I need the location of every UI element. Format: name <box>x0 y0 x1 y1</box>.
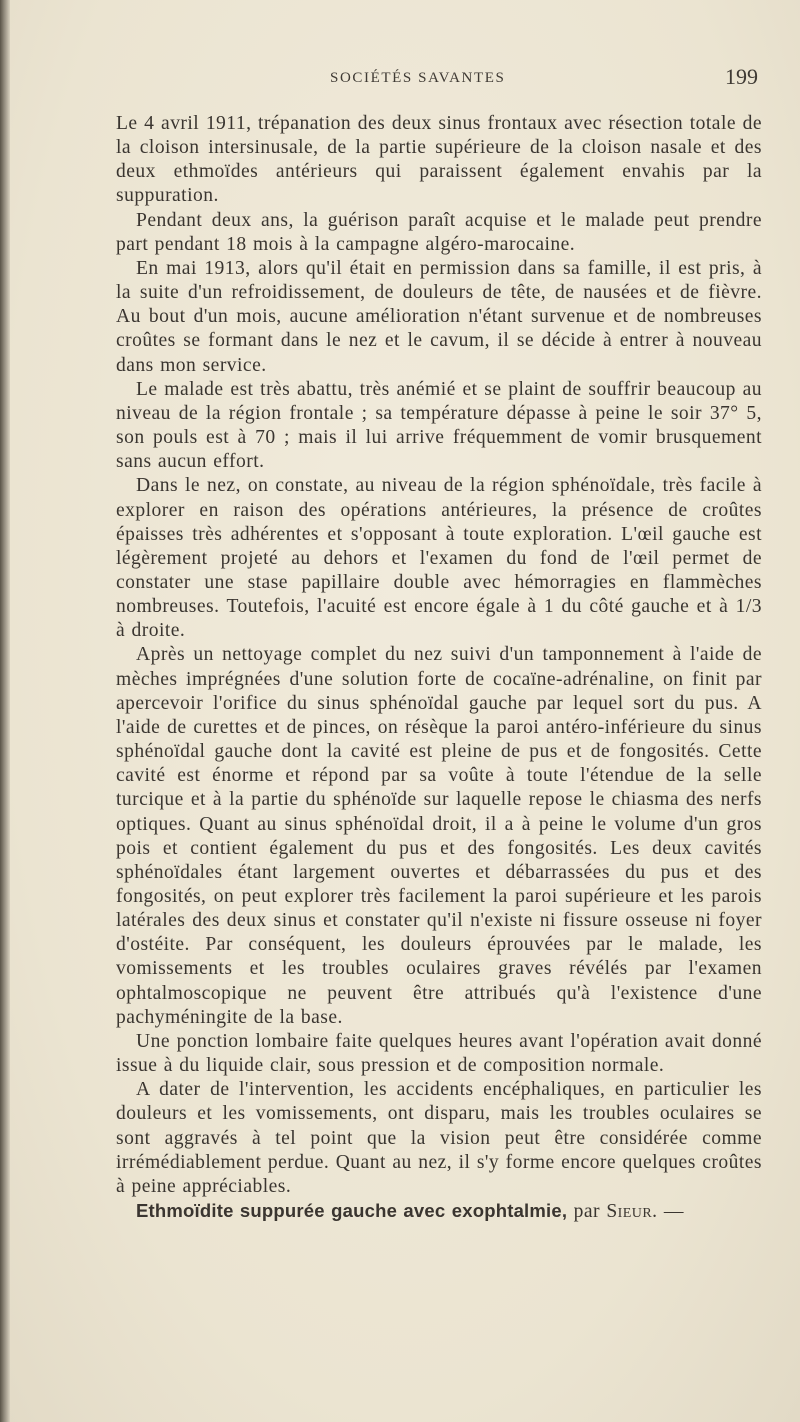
section-title: Ethmoïdite suppurée gauche avec exophtalmie, <box>136 1200 568 1222</box>
section-by: par <box>573 1201 600 1223</box>
running-head: SOCIÉTÉS SAVANTES <box>330 70 506 86</box>
paragraph: Le malade est très abattu, très anémié et se plaint de souffrir beaucoup au niveau de la région frontale ; sa température dépasse à peine le soir 37° 5, son pouls est à 70 ; mais il lui arrive fréquemment de vomir brusquement sans aucun effort. <box>116 378 762 473</box>
section-heading-line <box>116 1199 762 1224</box>
section-dash: — <box>663 1201 684 1223</box>
paragraph: Après un nettoyage complet du nez suivi d'un tamponnement à l'aide de mèches imprégnées d'une solution forte de cocaïne-adrénaline, on finit par apercevoir l'orifice du sinus sphénoïdal gauche par lequel sort du pus. A l'aide de curettes et de pinces, on résèque la paroi antéro-inférieure du sinus sphénoïdal gauche dont la cavité est pleine de pus et de fongosités. Cette cavité est énorme et répond par sa voûte à toute l'étendue de la selle turcique et à la partie du sphénoïde sur laquelle repose le chiasma des nerfs optiques. Quant au sinus sphénoïdal droit, il a à peine le volume d'un gros pois et contient également du pus et des fongosités. Les deux cavités sphénoïdales étant largement ouvertes et débarrassées du pus et des fongosités, on peut explorer très facilement la paroi supérieure et les parois latérales des deux sinus et constater qu'il n'existe ni fissure osseuse ni foyer d'ostéite. Par conséquent, les douleurs éprouvées par le malade, les vomissements et les troubles oculaires graves révélés par l'examen ophtalmoscopique ne peuvent être attribués qu'à l'existence d'une pachyméningite de la base. <box>116 644 762 1028</box>
paragraph: Pendant deux ans, la guérison paraît acquise et le malade peut prendre part pendant 18 mois à la campagne algéro-marocaine. <box>116 209 762 255</box>
paragraph: Dans le nez, on constate, au niveau de la région sphénoïdale, très facile à explorer en raison des opérations antérieures, la présence de croûtes épaisses très adhérentes et s'opposant à toute exploration. L'œil gauche est légèrement projeté au dehors et l'examen du fond de l'œil permet de constater une stase papillaire double avec hémorragies en flammèches nombreuses. Toutefois, l'acuité est encore égale à 1 du côté gauche et à 1/3 à droite. <box>116 475 762 642</box>
paragraph: Une ponction lombaire faite quelques heures avant l'opération avait donné issue à du liquide clair, sous pression et de composition normale. <box>116 1030 762 1077</box>
paragraph: Le 4 avril 1911, trépanation des deux sinus frontaux avec résection totale de la cloison intersinusale, de la partie supérieure de la cloison nasale et des deux ethmoïdes antérieurs qui paraissent également envahis par la suppuration. <box>116 113 762 207</box>
page-edge-shadow <box>0 0 10 1422</box>
page-header <box>108 66 768 96</box>
section-author-period: . <box>652 1201 658 1223</box>
paragraph: En mai 1913, alors qu'il était en permission dans sa famille, il est pris, à la suite d'un refroidissement, de douleurs de tête, de nausées et de fièvre. Au bout d'un mois, aucune amélioration n'étant survenue et de nombreuses croûtes se formant dans le nez et le cavum, il se décide à entrer à nouveau dans mon service. <box>116 257 762 376</box>
page-number: 199 <box>725 64 758 89</box>
section-author: Sieur <box>606 1201 653 1223</box>
paragraph: A dater de l'intervention, les accidents encéphaliques, en particulier les douleurs et les vomissements, ont disparu, mais les troubles oculaires se sont aggravés à tel point que la vision peut être considérée comme irrémédiablement perdue. Quant au nez, il s'y forme encore quelques croûtes à peine appréciables. <box>116 1079 762 1197</box>
body-text <box>116 112 762 1224</box>
